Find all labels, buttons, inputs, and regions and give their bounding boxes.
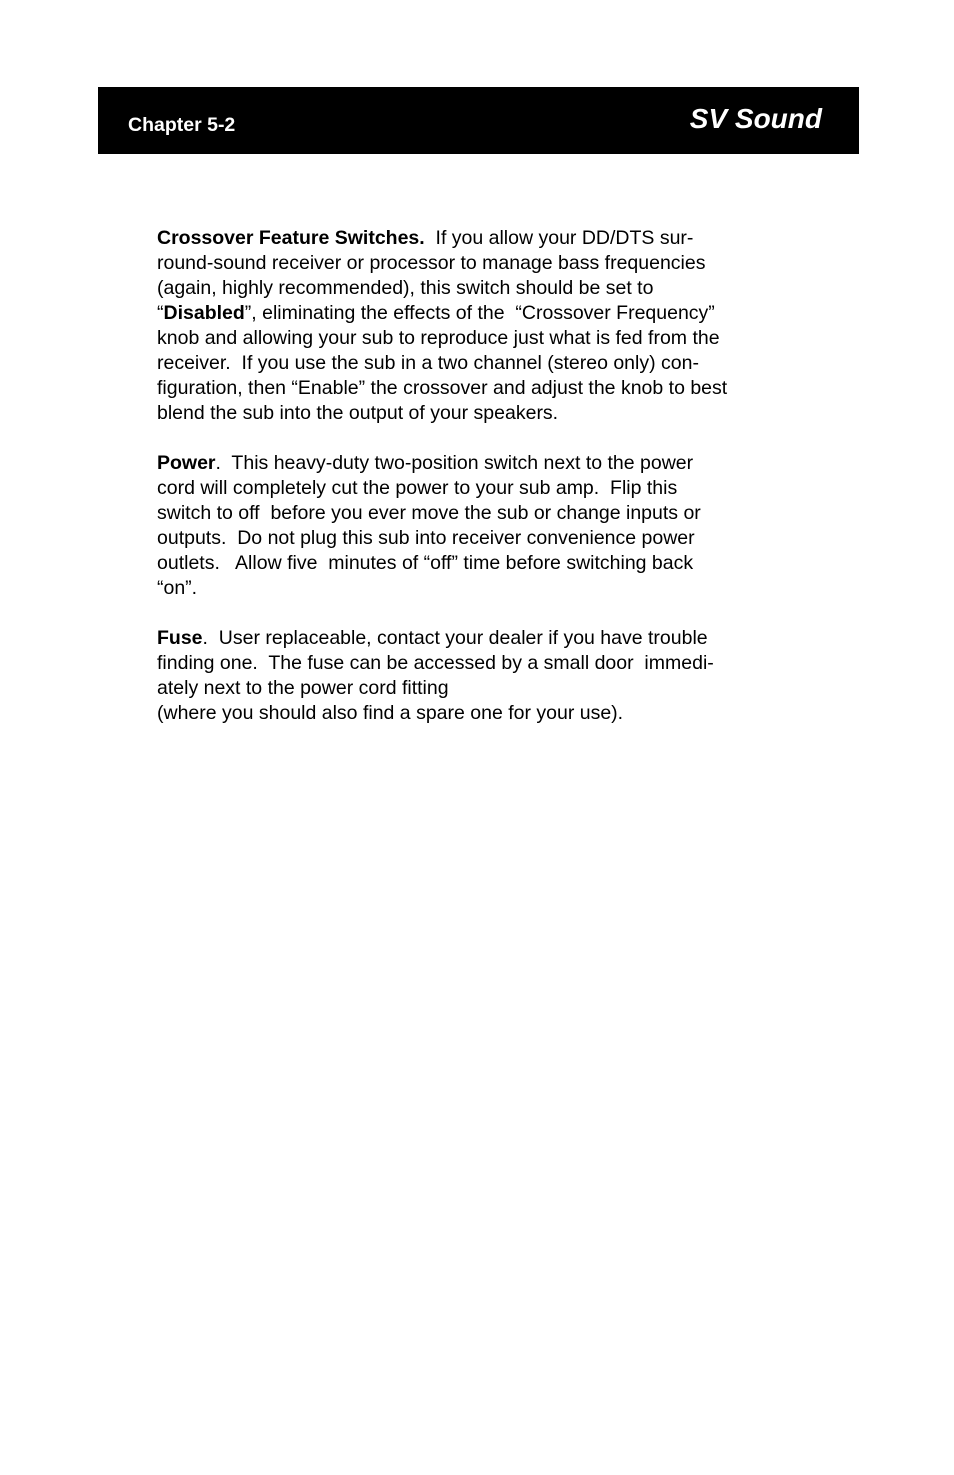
crossover-heading: Crossover Feature Switches. [157,227,425,249]
text-line: finding one. The fuse can be accessed by a small door immedi- [157,652,714,674]
text-line: receiver. If you use the sub in a two channel (stereo only) con- [157,352,699,374]
text-line: “on”. [157,577,198,599]
text-line: switch to off before you ever move the sub or change inputs or [157,502,701,524]
power-heading: Power [157,452,216,474]
page-header [98,87,859,154]
text-line: Crossover Feature Switches. If you allow your DD/DTS sur- [157,227,694,249]
text-line: figuration, then “Enable” the crossover and adjust the knob to best [157,377,728,399]
text-line: outputs. Do not plug this sub into receiver convenience power [157,527,695,549]
chapter-label: Chapter 5-2 [128,114,236,136]
text-line: (where you should also find a spare one for your use). [157,702,624,724]
text-line: Fuse. User replaceable, contact your dealer if you have trouble [157,627,708,649]
crossover-section [157,226,807,426]
text-line: outlets. Allow five minutes of “off” time before switching back [157,552,694,574]
text-line: (again, highly recommended), this switch should be set to [157,277,654,299]
brand-title: SV Sound [689,103,822,134]
text-line: cord will completely cut the power to your sub amp. Flip this [157,477,678,499]
text-line: ately next to the power cord fitting [157,677,449,699]
text-line: blend the sub into the output of your speakers. [157,402,559,424]
page-content [157,226,807,751]
text-line: knob and allowing your sub to reproduce just what is fed from the [157,327,720,349]
fuse-section [157,626,807,726]
text-line: round-sound receiver or processor to manage bass frequencies [157,252,706,274]
text-line: Power. This heavy-duty two-position switch next to the power [157,452,694,474]
power-section [157,451,807,601]
text-line: “Disabled”, eliminating the effects of the “Crossover Frequency” [157,302,715,324]
fuse-heading: Fuse [157,627,203,649]
disabled-term: Disabled [163,302,245,324]
